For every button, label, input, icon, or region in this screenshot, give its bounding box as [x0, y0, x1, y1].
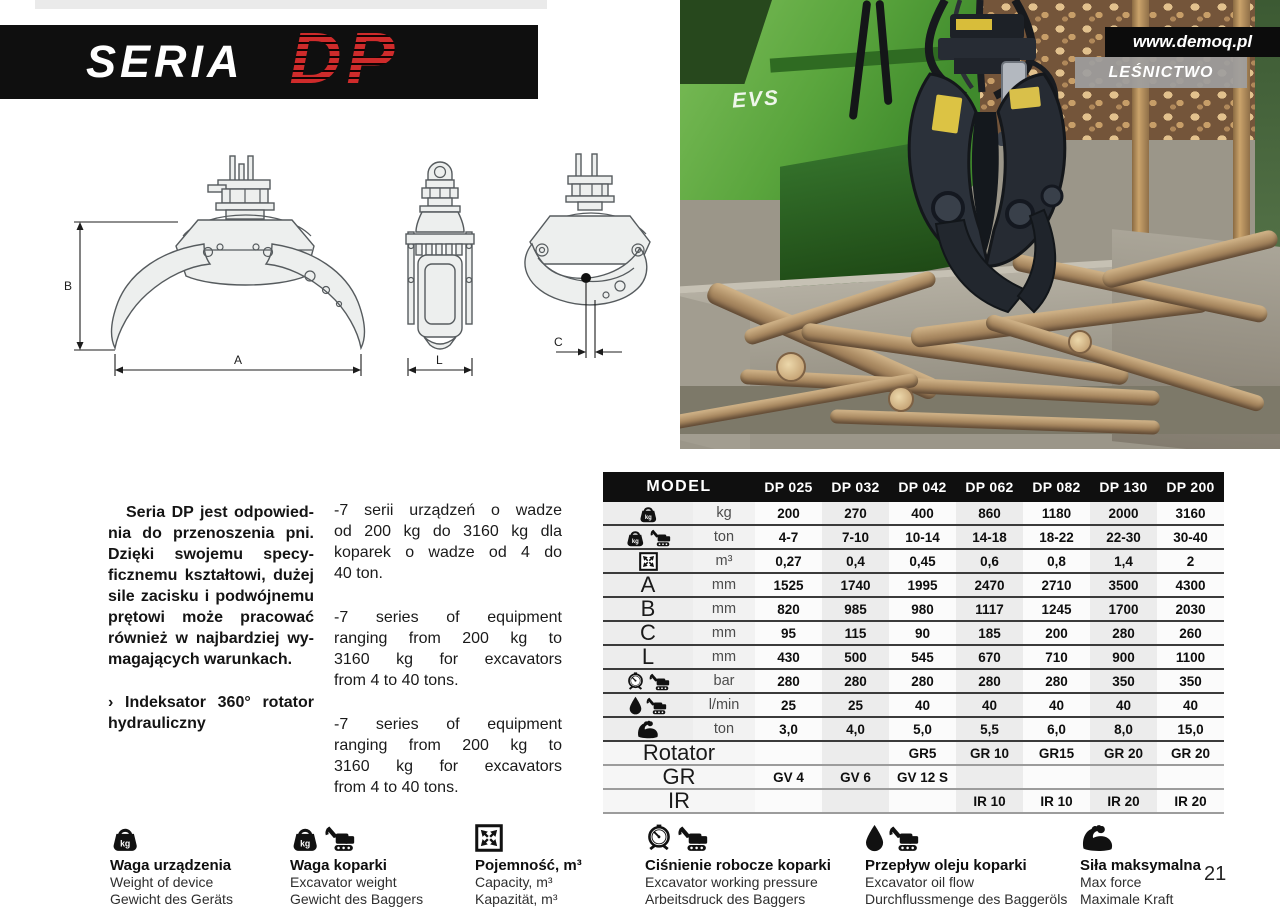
- value-cell: 280: [822, 670, 889, 692]
- value-cell: 6,0: [1023, 718, 1090, 740]
- value-cell: 0,6: [956, 550, 1023, 572]
- row-label: B: [603, 598, 693, 620]
- model-column-header: DP 130: [1099, 479, 1148, 495]
- capacity-expand-icon: [475, 824, 503, 852]
- dimension-label-b: B: [64, 279, 73, 293]
- value-cell: 670: [956, 646, 1023, 668]
- table-row: [603, 766, 1224, 790]
- table-row: [603, 694, 1224, 718]
- text-line: sile zacisku i podwójnemu: [108, 588, 314, 605]
- legend-label-en: Excavator working pressure: [645, 874, 818, 890]
- intro-paragraph-pl: [108, 502, 314, 670]
- value-cell: 2000: [1090, 502, 1157, 524]
- text-line: również w najbardziej wy-: [108, 630, 314, 647]
- value-cell: 7-10: [822, 526, 889, 548]
- oil-drop-icon: [629, 696, 642, 715]
- spec-table: [603, 472, 1224, 814]
- value-cell: IR 20: [1157, 790, 1224, 812]
- model-column-header: DP 200: [1166, 479, 1215, 495]
- svg-text:kg: kg: [631, 538, 639, 545]
- text-line: 3160 kg for excavators: [334, 758, 562, 775]
- pressure-icon: [603, 670, 693, 692]
- value-cell: 4300: [1157, 574, 1224, 596]
- value-cell: 200: [755, 502, 822, 524]
- weight-kg-icon: [290, 824, 320, 852]
- text-line: koparek o wadze od 4 do: [334, 544, 562, 561]
- table-row: [603, 526, 1224, 550]
- row-unit: ton: [693, 718, 755, 740]
- value-cell: 820: [755, 598, 822, 620]
- legend-label-en: Excavator weight: [290, 874, 397, 890]
- table-row: [603, 718, 1224, 742]
- row-label: GR: [603, 766, 755, 788]
- value-cell: 260: [1157, 622, 1224, 644]
- row-unit: mm: [693, 574, 755, 596]
- legend-label-pl: Ciśnienie robocze koparki: [645, 857, 831, 874]
- oil-flow-icon: [603, 694, 693, 716]
- value-cell: GR5: [889, 742, 956, 764]
- value-cell: 350: [1157, 670, 1224, 692]
- text-line: Dzięki swojemu specy-: [108, 546, 314, 563]
- value-cell: [822, 790, 889, 812]
- legend-label-pl: Siła maksymalna: [1080, 857, 1201, 874]
- value-cell: 10-14: [889, 526, 956, 548]
- value-cell: 15,0: [1157, 718, 1224, 740]
- value-cell: [1023, 766, 1090, 788]
- value-cell: 200: [1023, 622, 1090, 644]
- legend-item: [645, 818, 850, 907]
- value-cell: 3160: [1157, 502, 1224, 524]
- value-cell: 40: [889, 694, 956, 716]
- legend-item: [1080, 818, 1280, 907]
- model-column-header: DP 025: [764, 479, 813, 495]
- value-cell: 25: [755, 694, 822, 716]
- page-edge-strip: [35, 0, 547, 9]
- svg-text:kg: kg: [644, 514, 652, 521]
- excavator-icon: [676, 824, 709, 852]
- muscle-arm-icon: [1080, 824, 1115, 852]
- intro-paragraph-en-2: [334, 714, 562, 798]
- text-line: Seria DP jest odpowied-: [126, 504, 314, 521]
- product-photo: [680, 0, 1280, 449]
- value-cell: 14-18: [956, 526, 1023, 548]
- table-row: [603, 622, 1224, 646]
- excavator-icon: [648, 672, 670, 691]
- weight-kg-icon: [625, 528, 646, 547]
- value-cell: 40: [1090, 694, 1157, 716]
- table-row: [603, 598, 1224, 622]
- drawing-front-closed: [498, 148, 668, 380]
- value-cell: [956, 766, 1023, 788]
- excavator-icon: [649, 528, 671, 547]
- intro-paragraph-pl-2: [334, 500, 562, 584]
- legend-label-de: Arbeitsdruck des Baggers: [645, 890, 806, 907]
- value-cell: 985: [822, 598, 889, 620]
- text-line: -7 serii urządzeń o wadze: [334, 502, 562, 519]
- pressure-icon: [645, 824, 709, 852]
- row-unit: ton: [693, 526, 755, 548]
- text-line: magających warunkach.: [108, 651, 293, 668]
- table-header: [603, 472, 1224, 502]
- value-cell: IR 10: [1023, 790, 1090, 812]
- table-row: [603, 550, 1224, 574]
- excavator-icon: [887, 824, 920, 852]
- value-cell: 280: [956, 670, 1023, 692]
- weight-kg-icon: [638, 504, 659, 523]
- row-label: A: [603, 574, 693, 596]
- table-row: [603, 574, 1224, 598]
- drawing-side-view: [392, 148, 487, 380]
- svg-text:kg: kg: [300, 838, 311, 849]
- value-cell: 4-7: [755, 526, 822, 548]
- model-column-header: DP 032: [831, 479, 880, 495]
- value-cell: 3500: [1090, 574, 1157, 596]
- legend-label-de: Gewicht des Baggers: [290, 890, 424, 907]
- value-cell: [755, 790, 822, 812]
- legend-label-en: Max force: [1080, 874, 1142, 890]
- value-cell: 1740: [822, 574, 889, 596]
- value-cell: 40: [1023, 694, 1090, 716]
- capacity-icon: [603, 550, 693, 572]
- loader-model-text: EVS: [731, 86, 781, 113]
- value-cell: 1117: [956, 598, 1023, 620]
- value-cell: 430: [755, 646, 822, 668]
- pressure-gauge-icon: [626, 672, 645, 691]
- value-cell: 1700: [1090, 598, 1157, 620]
- row-label: Rotator: [603, 742, 755, 764]
- legend-item: [110, 818, 315, 907]
- value-cell: 270: [822, 502, 889, 524]
- value-cell: 2030: [1157, 598, 1224, 620]
- model-column-header: DP 062: [965, 479, 1014, 495]
- weight-kg-icon: [110, 824, 140, 852]
- value-cell: IR 10: [956, 790, 1023, 812]
- pressure-icon: [626, 672, 670, 691]
- value-cell: [1090, 766, 1157, 788]
- value-cell: 90: [889, 622, 956, 644]
- value-cell: 18-22: [1023, 526, 1090, 548]
- website-label: [1105, 27, 1280, 57]
- svg-text:kg: kg: [120, 838, 131, 849]
- website-text: www.demoq.pl: [1132, 32, 1253, 51]
- excavator-icon: [645, 696, 667, 715]
- legend-item: [290, 818, 495, 907]
- value-cell: 1525: [755, 574, 822, 596]
- legend-label-pl: Przepływ oleju koparki: [865, 857, 1027, 874]
- table-row: [603, 502, 1224, 526]
- legend-label-pl: Pojemność, m³: [475, 857, 582, 874]
- text-line: -7 series of equipment: [334, 609, 562, 626]
- text-line: ranging from 200 kg to: [334, 630, 562, 647]
- log-end: [776, 352, 806, 382]
- row-unit: bar: [693, 670, 755, 692]
- value-cell: GV 6: [822, 766, 889, 788]
- category-text: LEŚNICTWO: [1108, 63, 1214, 81]
- value-cell: 545: [889, 646, 956, 668]
- text-line: od 200 kg do 3160 kg dla: [334, 523, 562, 540]
- value-cell: 350: [1090, 670, 1157, 692]
- value-cell: 5,0: [889, 718, 956, 740]
- value-cell: IR 20: [1090, 790, 1157, 812]
- value-cell: [889, 790, 956, 812]
- value-cell: 1245: [1023, 598, 1090, 620]
- legend-label-de: Kapazität, m³: [475, 890, 558, 907]
- force-icon: [603, 718, 693, 740]
- value-cell: 8,0: [1090, 718, 1157, 740]
- table-row: [603, 790, 1224, 814]
- model-column-header: DP 042: [898, 479, 947, 495]
- table-row: [603, 742, 1224, 766]
- capacity-expand-icon: [639, 552, 658, 571]
- value-cell: 500: [822, 646, 889, 668]
- value-cell: 280: [1023, 670, 1090, 692]
- row-unit: mm: [693, 598, 755, 620]
- value-cell: 115: [822, 622, 889, 644]
- row-label: L: [603, 646, 693, 668]
- value-cell: 0,4: [822, 550, 889, 572]
- value-cell: 1,4: [1090, 550, 1157, 572]
- value-cell: 95: [755, 622, 822, 644]
- value-cell: 4,0: [822, 718, 889, 740]
- value-cell: 0,27: [755, 550, 822, 572]
- text-line: prętowi może pracować: [108, 609, 314, 626]
- text-line: hydrauliczny: [108, 715, 206, 732]
- muscle-arm-icon: [636, 720, 660, 739]
- value-cell: GR 20: [1157, 742, 1224, 764]
- series-banner: [0, 19, 538, 99]
- text-line: nia do przenoszenia pni.: [108, 525, 314, 542]
- force-icon: [1080, 818, 1280, 852]
- text-line: -7 series of equipment: [334, 716, 562, 733]
- excavator-weight-icon: [290, 824, 356, 852]
- series-dp-logo: DP: [289, 19, 400, 99]
- model-column-header: DP 082: [1032, 479, 1081, 495]
- legend-label-en: Excavator oil flow: [865, 874, 974, 890]
- value-cell: 2470: [956, 574, 1023, 596]
- drawing-front-open: [58, 148, 378, 380]
- oil-flow-icon: [629, 696, 667, 715]
- legend-label-en: Weight of device: [110, 874, 214, 890]
- oil-flow-icon: [865, 824, 920, 852]
- value-cell: 5,5: [956, 718, 1023, 740]
- intro-column-pl: [108, 502, 314, 734]
- value-cell: 3,0: [755, 718, 822, 740]
- legend-label-de: Durchflussmenge des Baggeröls: [865, 890, 1068, 907]
- row-unit: m³: [693, 550, 755, 572]
- page-number: 21: [1204, 863, 1227, 885]
- value-cell: 1180: [1023, 502, 1090, 524]
- table-row: [603, 646, 1224, 670]
- loader-window: [680, 0, 772, 84]
- intro-paragraph-en-1: [334, 607, 562, 691]
- row-unit: mm: [693, 646, 755, 668]
- value-cell: 710: [1023, 646, 1090, 668]
- excavator-icon: [323, 824, 356, 852]
- row-label: C: [603, 622, 693, 644]
- value-cell: 25: [822, 694, 889, 716]
- text-line: from 4 to 40 tons.: [334, 779, 459, 796]
- oil-flow-icon: [865, 818, 1070, 852]
- pressure-icon: [645, 818, 850, 852]
- dimension-label-l: L: [436, 353, 443, 367]
- legend-label-pl: Waga koparki: [290, 857, 387, 874]
- row-unit: mm: [693, 622, 755, 644]
- value-cell: 280: [889, 670, 956, 692]
- value-cell: 2710: [1023, 574, 1090, 596]
- legend-label-de: Gewicht des Geräts: [110, 890, 233, 907]
- value-cell: [822, 742, 889, 764]
- legend-item: [865, 818, 1070, 907]
- value-cell: 0,8: [1023, 550, 1090, 572]
- series-title: SERIA: [86, 36, 244, 87]
- dimension-label-a: A: [234, 353, 243, 367]
- text-line: ficznemu kształtowi, dużej: [108, 567, 314, 584]
- excavator-weight-icon: [625, 528, 671, 547]
- value-cell: 40: [956, 694, 1023, 716]
- oil-drop-icon: [865, 824, 884, 852]
- text-line: from 4 to 40 tons.: [334, 672, 459, 689]
- value-cell: 900: [1090, 646, 1157, 668]
- text-line: › Indeksator 360° rotator: [108, 694, 314, 711]
- value-cell: 22-30: [1090, 526, 1157, 548]
- value-cell: 185: [956, 622, 1023, 644]
- value-cell: 860: [956, 502, 1023, 524]
- value-cell: 280: [1090, 622, 1157, 644]
- row-unit: l/min: [693, 694, 755, 716]
- category-label: [1075, 57, 1247, 88]
- legend-label-en: Capacity, m³: [475, 874, 553, 890]
- intro-column-2: [334, 500, 562, 821]
- value-cell: GR15: [1023, 742, 1090, 764]
- value-cell: 400: [889, 502, 956, 524]
- value-cell: [755, 742, 822, 764]
- value-cell: GR 20: [1090, 742, 1157, 764]
- device-weight-icon: [110, 818, 315, 852]
- legend-label-pl: Waga urządzenia: [110, 857, 232, 874]
- value-cell: 1100: [1157, 646, 1224, 668]
- value-cell: 980: [889, 598, 956, 620]
- text-line: 3160 kg for excavators: [334, 651, 562, 668]
- pressure-gauge-icon: [645, 824, 673, 852]
- value-cell: 30-40: [1157, 526, 1224, 548]
- value-cell: 2: [1157, 550, 1224, 572]
- value-cell: GV 12 S: [889, 766, 956, 788]
- legend-label-de: Maximale Kraft: [1080, 890, 1174, 907]
- intro-bullet: [108, 692, 314, 734]
- value-cell: 1995: [889, 574, 956, 596]
- text-line: ranging from 200 kg to: [334, 737, 562, 754]
- value-cell: [1157, 766, 1224, 788]
- row-unit: kg: [693, 502, 755, 524]
- model-header-cell: MODEL: [646, 478, 712, 495]
- value-cell: GR 10: [956, 742, 1023, 764]
- device-weight-icon: [603, 502, 693, 524]
- dimension-label-c: C: [554, 335, 563, 349]
- excavator-weight-icon: [603, 526, 693, 548]
- value-cell: 40: [1157, 694, 1224, 716]
- text-line: 40 ton.: [334, 565, 383, 582]
- table-row: [603, 670, 1224, 694]
- value-cell: GV 4: [755, 766, 822, 788]
- excavator-weight-icon: [290, 818, 495, 852]
- value-cell: 0,45: [889, 550, 956, 572]
- value-cell: 280: [755, 670, 822, 692]
- row-label: IR: [603, 790, 755, 812]
